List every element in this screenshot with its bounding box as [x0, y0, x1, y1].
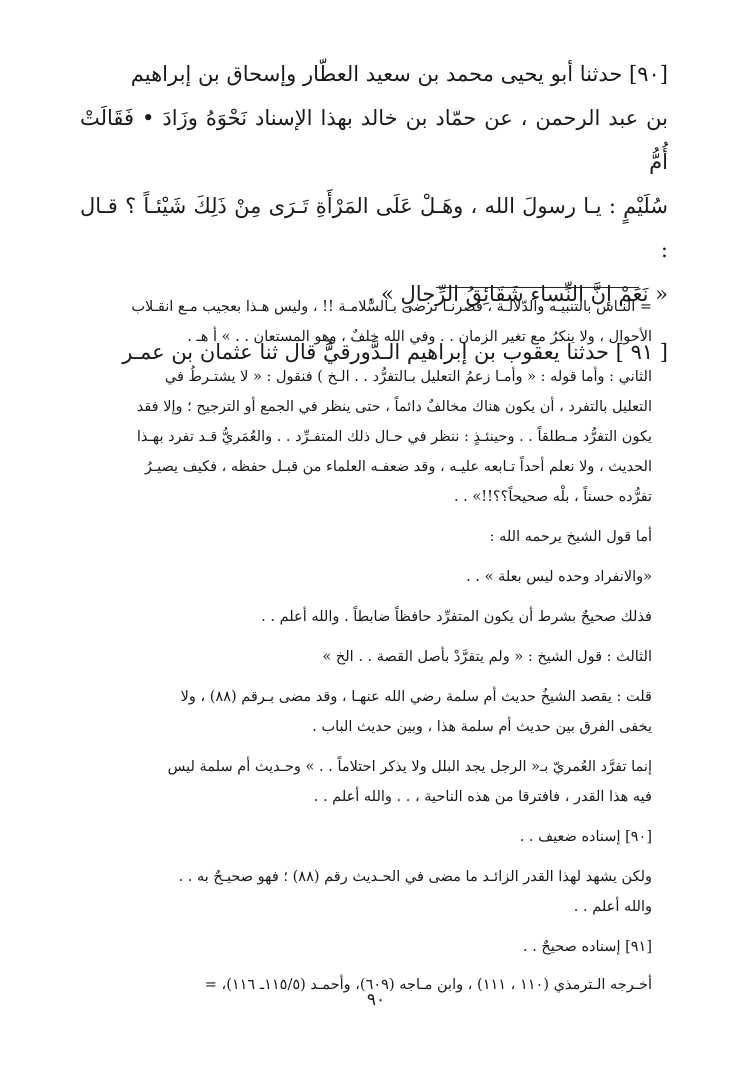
- footnote-line: الحديث ، ولا نعلم أحداً تـابعه عليـه ، وقد ضعفـه العلماء من قبـل حفظه ، فكيف يصيـرُ: [144, 459, 652, 475]
- footnote-line: التعليل بالتفرد ، أن يكون هناك مخالفٌ دائماً ، حتى ينظر في الجمع أو الترجيح ؛ وإلا فقد: [136, 399, 652, 415]
- footnotes: [100, 292, 652, 1000]
- footnote-line: الأحوال ، ولا ينكرُ مع تغير الزمان . . وفي الله خلفٌ ، وهو المستعان . . » أ هـ .: [187, 329, 652, 345]
- footnote-line: تفرُّده حسناً ، بلْه صحيحاً؟؟!!» . .: [453, 489, 652, 505]
- hadith-90-line-3: سُلَيْمٍ : يـا رسولَ الله ، وهَـلْ عَلَى المَرْأَةِ تَـرَى مِنْ ذَلِكَ شَيْئـاً ؟ قـال :: [80, 194, 668, 262]
- footnote-line: ولكن يشهد لهذا القدر الزائـد ما مضى في الحـديث رقم (٨٨) ؛ فهو صحيـحٌ به . .: [178, 869, 652, 885]
- footnote-line: يكون التفرُّد مـطلقاً . . وحينئـذٍ : ننظر في حـال ذلك المتفـرِّد . . والعُمَريُّ قـد تفرد بهـذا: [136, 429, 652, 445]
- footnote-line: فذلك صحيحٌ بشرط أن يكون المتفرِّد حافظاً ضابطاً . والله أعلم . .: [261, 609, 652, 625]
- hadith-91-line-1: [ ٩١ ] حدثنا يعقوب بن إبراهيم الـدَّورقيُّ قال ثنا عثمان بن عمـر: [122, 340, 668, 364]
- footnote-line: الثاني : وأما قوله : « وأمـا زعمُ التعليل بـالتفرُّد . . الـخ ) فنقول : « لا يشتـرطُ في: [164, 369, 652, 385]
- footnote-separator: [436, 287, 639, 288]
- footnote-line: أما قول الشيخ يرحمه الله :: [489, 529, 652, 545]
- footnote-line: «والانفراد وحده ليس بعلة » . .: [466, 569, 652, 585]
- footnote-line: يخفى الفرق بين حديث أم سلمة هذا ، وبين حديث الباب .: [312, 719, 652, 735]
- footnote-line: الثالث : قول الشيخ : « ولم يتفرَّدْ بأصل القصة . . الخ »: [322, 649, 652, 665]
- footnote-line: قلت : يقصد الشيخُ حديث أم سلمة رضي الله عنهـا ، وقد مضى بـرقم (٨٨) ، ولا: [180, 689, 652, 705]
- footnote-line: والله أعلم . .: [573, 899, 652, 915]
- hadith-90-line-1: [٩٠] حدثنا أبو يحيى محمد بن سعيد العطّار وإسحاق بن إبراهيم: [130, 62, 668, 86]
- hadith-90-line-4: « نَعَمْ إنَّ النِّساء شَقَائِقُ الرِّجالِ » .: [367, 282, 668, 306]
- footnote-line: [٩١] إسناده صحيحٌ . .: [523, 939, 652, 955]
- page-number: ٩٠: [366, 990, 386, 1010]
- hadith-90-line-2: بن عبد الرحمن ، عن حمّاد بن خالد بهذا الإسناد نَحْوَهُ وزَادَ • فَقَالَتْ أُمُّ: [80, 106, 668, 174]
- footnote-line: [٩٠] إسناده ضعيف . .: [519, 829, 652, 845]
- footnote-line: = النـاس بالتنبيـه والدّلالـة ، فصرنـا نرضى بـالسَّلامـة !! ، وليس هـذا بعجيب مـع انقـلاب: [131, 299, 652, 315]
- footnote-line: إنما تفرَّد العُمريّ بـ« الرجل يجد البلل ولا يذكر احتلاماً . . » وحـديث أم سلمة ليس: [167, 759, 652, 775]
- footnote-line: فيه هذا القدر ، فافترقا من هذه الناحية ، . . والله أعلم . .: [313, 789, 652, 805]
- footnote-line: أخـرجه الـترمذي (١١٠ ، ١١١) ، وابن مـاجه (٦٠٩)، وأحمـد (١١٥/٥ـ ١١٦)، =: [204, 977, 652, 993]
